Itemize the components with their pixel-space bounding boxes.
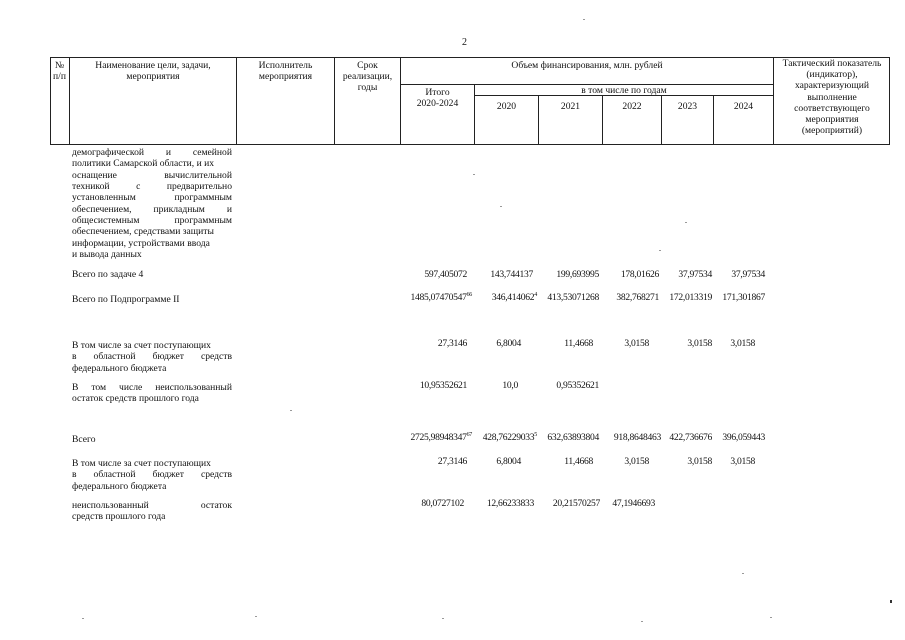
- cell-total: 27,3146: [437, 456, 467, 467]
- header-term: Срок реализации, годы: [342, 60, 393, 93]
- cell-2020: 143,744137: [490, 269, 533, 280]
- cell-2023: 3,0158: [687, 338, 712, 349]
- scan-speck: [770, 617, 772, 618]
- scan-speck: [742, 573, 744, 574]
- header-name: Наименование цели, задачи, мероприятия: [95, 60, 211, 82]
- row-label-line: В том числе за счет поступающих: [72, 458, 211, 469]
- scan-speck: [82, 618, 84, 619]
- scan-speck: [685, 222, 687, 223]
- cell-2021: 632,63893804: [547, 432, 599, 443]
- header-by-years: в том числе по годам: [581, 85, 667, 96]
- row-label-line: В том числе за счет поступающих: [72, 340, 211, 351]
- cell-2020: 428,76229033$^5$: [482, 432, 537, 443]
- cell-2024: 3,0158: [730, 338, 755, 349]
- cell-2023: 3,0158: [687, 456, 712, 467]
- cell-total: 80,0727102: [421, 498, 464, 509]
- scan-speck: [290, 410, 292, 411]
- continuation-line: оснащение вычислительной: [72, 170, 232, 181]
- cell-total: 597,405072: [424, 269, 467, 280]
- row-label: Всего по задаче 4: [72, 269, 144, 280]
- cell-2021: 20,21570257: [552, 498, 600, 509]
- cell-total: 10,95352621: [419, 380, 467, 391]
- cell-2022: 178,01626: [620, 269, 659, 280]
- cell-2021: 0,95352621: [556, 380, 599, 391]
- page-number: 2: [462, 37, 467, 48]
- scan-speck: [890, 600, 892, 603]
- continuation-line: общесистемным программным: [72, 215, 232, 226]
- header-indicator: Тактический показатель (индикатор), характеризующий выполнение соответствующего мероприятия (мероприятий): [782, 58, 882, 137]
- row-label-line: в областной бюджет средств: [72, 469, 232, 480]
- row-label-line: неиспользованный остаток: [72, 500, 232, 511]
- cell-2020: 6,8004: [496, 456, 521, 467]
- cell-2020: 346,414062$^4$: [491, 292, 537, 303]
- cell-2024: 37,97534: [731, 269, 765, 280]
- header-year-2022: 2022: [622, 101, 642, 112]
- scan-speck: [641, 621, 643, 622]
- scan-speck: [583, 19, 585, 20]
- header-year-2023: 2023: [677, 101, 698, 112]
- cell-2022: 47,1946693: [612, 498, 655, 509]
- row-label: Всего по Подпрограмме II: [72, 294, 180, 305]
- continuation-line: техникой с предварительно: [72, 181, 232, 192]
- continuation-line: политики Самарской области, и их: [72, 158, 215, 169]
- scan-speck: [442, 618, 444, 619]
- row-label-line: в областной бюджет средств: [72, 351, 232, 362]
- scan-speck: [473, 174, 475, 175]
- cell-total: 2725,98948347$^{67}$: [410, 432, 472, 443]
- header-total: Итого 2020-2024: [416, 87, 459, 109]
- continuation-line: установленным программным: [72, 192, 232, 203]
- cell-2021: 11,4668: [564, 456, 593, 467]
- row-label-line: остаток средств прошлого года: [72, 393, 199, 404]
- cell-total: 1485,07470547$^{66}$: [410, 292, 472, 303]
- cell-2020: 12,66233833: [486, 498, 534, 509]
- header-year-2021: 2021: [560, 101, 581, 112]
- continuation-line: обеспечением, прикладным и: [72, 204, 232, 215]
- continuation-line: и вывода данных: [72, 249, 142, 260]
- continuation-line: информации, устройствами ввода: [72, 238, 210, 249]
- row-label-line: В том числе неиспользованный: [72, 382, 232, 393]
- cell-2023: 37,97534: [678, 269, 712, 280]
- scan-speck: [659, 250, 661, 251]
- cell-2022: 3,0158: [624, 456, 649, 467]
- cell-2023: 422,736676: [669, 432, 712, 443]
- continuation-line: демографической и семейной: [72, 147, 232, 158]
- scan-speck: [255, 616, 257, 617]
- cell-2024: 171,301867: [722, 292, 765, 303]
- cell-2020: 6,8004: [496, 338, 521, 349]
- cell-2022: 918,8648463: [613, 432, 661, 443]
- table-header: [50, 57, 890, 145]
- row-label-line: федерального бюджета: [72, 481, 167, 492]
- header-number: № п/п: [53, 60, 66, 82]
- cell-2022: 382,768271: [616, 292, 659, 303]
- cell-2020: 10,0: [502, 380, 518, 391]
- cell-2023: 172,013319: [669, 292, 712, 303]
- cell-2024: 396,059443: [722, 432, 765, 443]
- cell-total: 27,3146: [437, 338, 467, 349]
- row-label-line: федерального бюджета: [72, 363, 167, 374]
- header-year-2024: 2024: [733, 101, 754, 112]
- scan-speck: [500, 206, 502, 207]
- header-executor: Исполнитель мероприятия: [258, 60, 313, 82]
- cell-2022: 3,0158: [624, 338, 649, 349]
- header-year-2020: 2020: [496, 101, 517, 112]
- continuation-line: обеспечением, средствами защиты: [72, 226, 214, 237]
- row-label: Всего: [72, 434, 96, 445]
- cell-2021: 11,4668: [564, 338, 593, 349]
- cell-2024: 3,0158: [730, 456, 755, 467]
- cell-2021: 199,693995: [556, 269, 599, 280]
- row-label-line: средств прошлого года: [72, 511, 166, 522]
- header-funding: Объем финансирования, млн. рублей: [511, 60, 663, 71]
- cell-2021: 413,53071268: [547, 292, 599, 303]
